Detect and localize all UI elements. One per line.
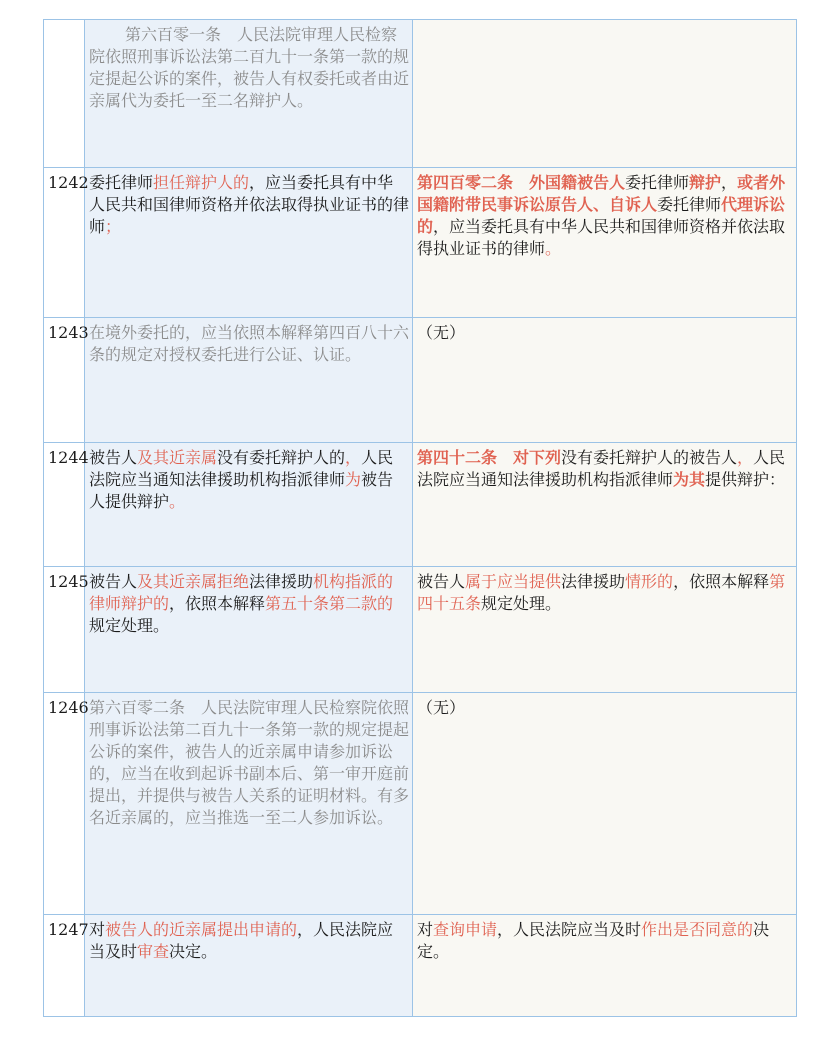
provision-text-changed: 辩护 [689, 173, 722, 192]
provision-text: 委托律师 [657, 195, 722, 214]
old-provision-cell [85, 915, 413, 1017]
provision-text: ， [721, 173, 738, 192]
provision-text-changed: 第四百零二条 外国籍被告人 [417, 173, 626, 192]
row-number: 1247 [44, 915, 85, 1017]
provision-text: 人民法院应当通知法律援助机构指派律师 [89, 448, 394, 489]
provision-text: 对 [89, 920, 106, 939]
provision-text: 在境外委托的，应当依照本解释第四百八十六条的规定对授权委托进行公证、认证。 [89, 323, 410, 364]
provision-text: 委托律师 [89, 173, 154, 192]
provision-text: ，依照本解释 [673, 572, 770, 591]
table-row [44, 693, 797, 915]
provision-text: 法律援助 [249, 572, 314, 591]
new-provision-cell [413, 693, 797, 915]
new-provision-cell [413, 318, 797, 443]
provision-text: 规定处理。 [481, 594, 562, 613]
old-provision-cell [85, 443, 413, 567]
provision-text: 决定。 [169, 942, 218, 961]
provision-text: 没有委托辩护人的被告人 [561, 448, 738, 467]
provision-text: 没有委托辩护人的 [217, 448, 346, 467]
provision-text: 提供辩护： [705, 470, 786, 489]
provision-text: （无） [417, 323, 466, 342]
provision-text-changed: ； [105, 217, 122, 236]
provision-text-changed: 及其近亲属拒绝 [137, 572, 250, 591]
provision-text: 第六百零二条 人民法院审理人民检察院依照刑事诉讼法第二百九十一条第一款的规定提起公诉的案件，被告人的近亲属申请参加诉讼的，应当在收到起诉书副本后、第一审开庭前提出，并提供与被告人关系的证明材料。有多名近亲属的，应当推选一至二人参加诉讼。 [89, 698, 410, 827]
table-row [44, 20, 797, 168]
provision-text-changed: 担任辩护人的 [153, 173, 250, 192]
comparison-table [43, 19, 797, 1017]
provision-text: 被告人提供辩护 [89, 470, 394, 511]
provision-text: 被告人 [417, 572, 466, 591]
provision-text-changed: ， [345, 448, 362, 467]
provision-text-changed: 机构指派的律师辩护的 [89, 572, 394, 613]
provision-text: ，应当委托具有中华人民共和国律师资格并依法取得执业证书的律师 [417, 217, 786, 258]
provision-text-changed: 代理诉讼的 [417, 195, 786, 236]
provision-text: 委托律师 [625, 173, 690, 192]
row-number: 1245 [44, 567, 85, 693]
old-provision-cell [85, 693, 413, 915]
provision-text-changed: 被告人的近亲属提出申请的 [105, 920, 298, 939]
provision-text-changed: 或者外国籍附带民事诉讼原告人、自诉人 [417, 173, 786, 214]
provision-text-changed: 查询申请 [433, 920, 498, 939]
provision-text-changed: 第四十二条 对下列 [417, 448, 562, 467]
provision-text-changed: 情形的 [625, 572, 674, 591]
provision-text-changed: 及其近亲属 [137, 448, 218, 467]
provision-text-changed: 为 [345, 470, 362, 489]
old-provision-cell [85, 318, 413, 443]
old-provision-cell [85, 20, 413, 168]
provision-text: ，依照本解释 [169, 594, 266, 613]
provision-text: 法律援助 [561, 572, 626, 591]
provision-text: 被告人 [89, 572, 138, 591]
new-provision-cell [413, 567, 797, 693]
new-provision-cell [413, 20, 797, 168]
row-number [44, 20, 85, 168]
provision-text-changed: 审查 [137, 942, 170, 961]
provision-text: 人民法院应当通知法律援助机构指派律师 [417, 448, 786, 489]
row-number: 1242 [44, 168, 85, 318]
provision-text: ，应当委托具有中华人民共和国律师资格并依法取得执业证书的律师 [89, 173, 410, 236]
provision-text: 决定。 [417, 920, 770, 961]
provision-text: 规定处理。 [89, 616, 170, 635]
provision-text-changed: 。 [169, 492, 186, 511]
provision-text-changed: 为其 [673, 470, 706, 489]
provision-text-changed: 第五十条第二款的 [265, 594, 394, 613]
new-provision-cell [413, 915, 797, 1017]
provision-text-changed: ， [737, 448, 754, 467]
new-provision-cell [413, 443, 797, 567]
provision-text-changed: 作出是否同意的 [641, 920, 754, 939]
table-row [44, 168, 797, 318]
new-provision-cell [413, 168, 797, 318]
row-number: 1244 [44, 443, 85, 567]
provision-text-changed: 第四十五条 [417, 572, 786, 613]
old-provision-cell [85, 168, 413, 318]
table-row [44, 443, 797, 567]
provision-text: ，人民法院应当及时 [89, 920, 394, 961]
provision-text: （无） [417, 698, 466, 717]
table-row [44, 915, 797, 1017]
table-row [44, 567, 797, 693]
provision-text: ，人民法院应当及时 [497, 920, 642, 939]
provision-text: 对 [417, 920, 434, 939]
provision-text-changed: 属于应当提供 [465, 572, 562, 591]
table-row [44, 318, 797, 443]
provision-text: 第六百零一条 人民法院审理人民检察院依照刑事诉讼法第二百九十一条第一款的规定提起公诉的案件，被告人有权委托或者由近亲属代为委托一至二名辩护人。 [89, 25, 410, 110]
row-number: 1243 [44, 318, 85, 443]
provision-text: 被告人 [89, 448, 138, 467]
provision-text-changed: 。 [545, 239, 562, 258]
row-number: 1246 [44, 693, 85, 915]
old-provision-cell [85, 567, 413, 693]
